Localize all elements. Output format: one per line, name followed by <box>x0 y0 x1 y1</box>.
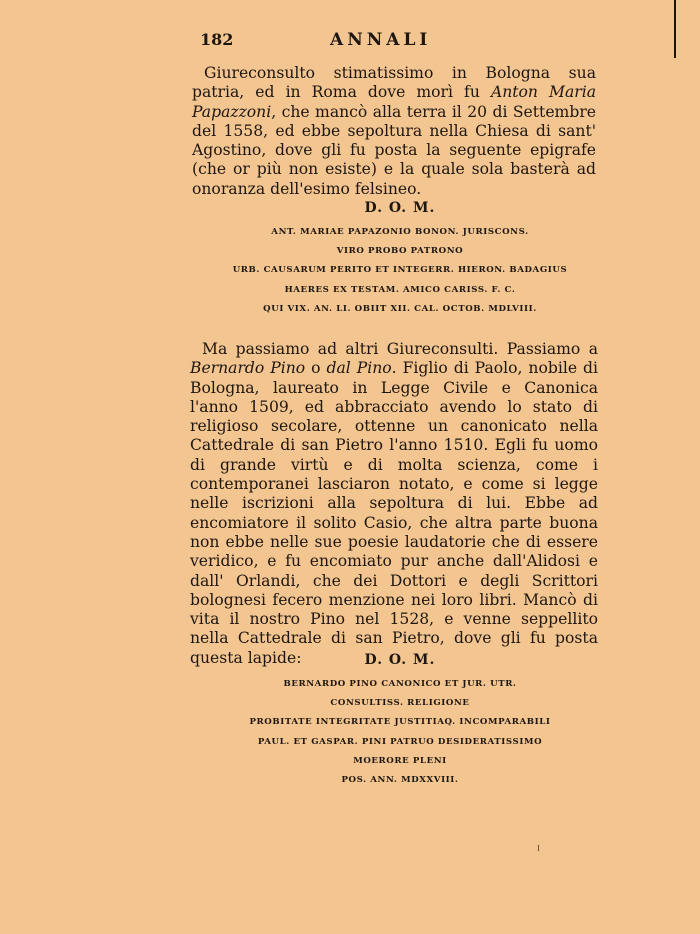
epigraph-heading: D. O. M. <box>364 652 436 668</box>
epigraph-line: CONSULTISS. RELIGIONE <box>330 698 470 709</box>
paragraph-papazzoni <box>192 64 596 199</box>
epigraph-line: BERNARDO PINO CANONICO ET JUR. UTR. <box>283 679 517 689</box>
epigraph-line: URB. CAUSARUM PERITO ET INTEGERR. HIERON. BADAGIUS <box>232 265 568 276</box>
epigraph-papazzoni <box>230 200 570 319</box>
page-header <box>200 30 600 52</box>
epigraph-line: VIRO PROBO PATRONO <box>336 246 464 257</box>
running-title: ANNALI <box>330 30 432 50</box>
paragraph-text: . Figlio di Paolo, nobile di Bologna, laureato in Legge Civile e Canonica l'anno 1509, ed abbracciato avendo lo stato di religioso secolare, ottenne un canonicato nella Cattedrale di san Pietro l'anno 1510. Egli fu uomo di grande virtù e di molta scienza, come i contemporanei lasciaron notato, e come si legge nelle iscrizioni alla sepoltura di lui. Ebbe ad encomiatore il solito Casio, che altra parte buona non ebbe nelle sue poesie laudatorie che di essere veridico, e fu encomiato pur anche dall'Alidosi e dall' Orlandi, che dei Dottori e degli Scrittori bolognesi fecero menzione nei loro libri. Mancò di vita il nostro Pino nel 1528, e venne seppellito nella Cattedrale di san Pietro, dove gli fu posta questa lapide: <box>190 359 598 667</box>
person-name: dal Pino <box>326 359 392 378</box>
paragraph-pino <box>190 340 598 668</box>
paragraph-text: , che mancò alla terra il 20 di Settembre del 1558, ed ebbe sepoltura nella Chiesa di sant' Agostino, dove gli fu posta la seguente epigrafe (che or più non esiste) e la quale sola basterà ad onoranza dell'esimo felsineo. <box>192 102 596 198</box>
epigraph-line: MOERORE PLENI <box>353 755 447 766</box>
paragraph-text: Ma passiamo ad altri Giureconsulti. Passiamo a <box>202 340 598 358</box>
epigraph-line: HAERES EX TESTAM. AMICO CARISS. F. C. <box>284 284 516 295</box>
person-name: Anton Maria Papazzoni <box>192 83 596 121</box>
paper-speck <box>538 845 539 851</box>
page-edge-rule <box>674 0 676 58</box>
paragraph-text: o <box>305 359 327 378</box>
paragraph-text: Giureconsulto stimatissimo in Bologna sua patria, ed in Roma dove morì fu <box>192 64 596 102</box>
epigraph-line: PAUL. ET GASPAR. PINI PATRUO DESIDERATISSIMO <box>257 736 543 747</box>
epigraph-line: PROBITATE INTEGRITATE JUSTITIAQ. INCOMPARABILI <box>249 717 551 728</box>
person-name: Bernardo Pino <box>190 359 306 378</box>
epigraph-line: POS. ANN. MDXXVIII. <box>341 775 459 786</box>
epigraph-pino <box>230 652 570 790</box>
epigraph-line: ANT. MARIAE PAPAZONIO BONON. JURISCONS. <box>271 227 529 237</box>
epigraph-line: QUI VIX. AN. LI. OBIIT XII. CAL. OCTOB. MDLVIII. <box>263 303 537 314</box>
page-number: 182 <box>200 30 234 49</box>
epigraph-heading: D. O. M. <box>364 200 436 216</box>
